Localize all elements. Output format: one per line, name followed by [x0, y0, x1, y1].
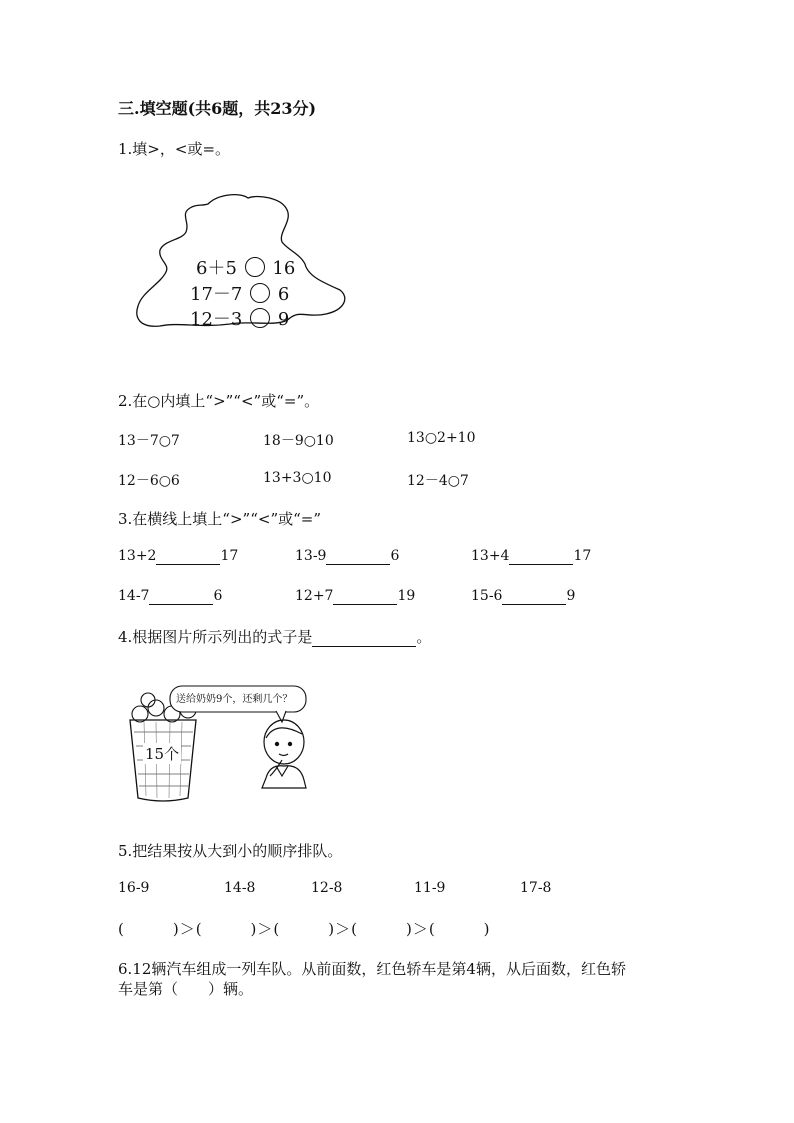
q3-left: 15-6: [471, 588, 503, 604]
q2-item[interactable]: 13+3○10: [263, 470, 332, 486]
speech-text: 送给奶奶9个，还剩几个？: [176, 694, 293, 705]
q3-right: 6: [390, 548, 400, 564]
q1-line-3-left: 12－3: [190, 309, 243, 330]
q1-circle-1[interactable]: [245, 257, 265, 277]
q1-circle-3[interactable]: [250, 308, 270, 328]
q5-item: 11-9: [414, 880, 446, 896]
q1-line-3: [190, 305, 289, 331]
q3-answer-blank[interactable]: [502, 588, 566, 605]
q1-line-2: [190, 280, 289, 306]
q3-right: 17: [220, 548, 239, 564]
q4-prompt-text: 4.根据图片所示列出的式子是: [118, 628, 313, 646]
q4-prompt: [118, 626, 431, 647]
q3-right: 17: [573, 548, 592, 564]
q5-prompt: 5.把结果按从大到小的顺序排队。: [118, 842, 343, 860]
q3-item: [295, 548, 399, 565]
q3-item: [471, 548, 591, 565]
q2-item[interactable]: 12－6○6: [118, 473, 180, 489]
q2-item[interactable]: 12－4○7: [407, 473, 469, 489]
q3-item: [118, 588, 222, 605]
girl-icon: [262, 720, 306, 788]
q6-line-1: 6.12辆汽车组成一列车队。从前面数，红色轿车是第4辆，从后面数，红色轿: [118, 960, 626, 978]
q1-line-1-right: 16: [272, 258, 296, 279]
q6-line-2: 车是第（ ）辆。: [118, 980, 254, 998]
q2-item[interactable]: 13○2+10: [407, 430, 476, 446]
q1-line-3-right: 9: [277, 309, 290, 330]
q3-answer-blank[interactable]: [156, 548, 220, 565]
q5-item: 14-8: [224, 880, 256, 896]
q1-circle-2[interactable]: [250, 283, 270, 303]
q1-line-1-left: 6＋5: [196, 258, 237, 279]
q3-left: 13+2: [118, 548, 157, 564]
q3-answer-blank[interactable]: [149, 588, 213, 605]
q3-left: 13-9: [295, 548, 327, 564]
q3-item: [118, 548, 238, 565]
q5-item: 12-8: [311, 880, 343, 896]
q3-item: [295, 588, 415, 605]
q3-left: 12+7: [295, 588, 334, 604]
q3-right: 19: [397, 588, 416, 604]
q1-line-2-right: 6: [277, 284, 290, 305]
q5-order-line[interactable]: ( )＞( )＞( )＞( )＞( ): [118, 920, 491, 938]
q2-item[interactable]: 18－9○10: [263, 433, 334, 449]
q2-item[interactable]: 13－7○7: [118, 433, 180, 449]
q1-line-2-left: 17－7: [190, 284, 243, 305]
q3-prompt: 3.在横线上填上“>”“<”或“=”: [118, 510, 322, 528]
q3-left: 14-7: [118, 588, 150, 604]
q4-answer-blank[interactable]: [312, 628, 416, 647]
q1-prompt: 1.填>，<或=。: [118, 140, 231, 158]
q2-prompt: 2.在○内填上“>”“<”或“=”。: [118, 392, 320, 410]
q5-item: 16-9: [118, 880, 150, 896]
q3-answer-blank[interactable]: [326, 548, 390, 565]
q1-line-1: [196, 254, 295, 280]
q3-item: [471, 588, 575, 605]
q3-right: 9: [566, 588, 576, 604]
basket-label: 15个: [145, 745, 180, 763]
q3-right: 6: [213, 588, 223, 604]
q3-answer-blank[interactable]: [333, 588, 397, 605]
q3-left: 13+4: [471, 548, 510, 564]
section-title: 三.填空题(共6题，共23分): [118, 99, 317, 118]
q3-answer-blank[interactable]: [509, 548, 573, 565]
q4-prompt-end: 。: [416, 628, 432, 646]
q5-item: 17-8: [520, 880, 552, 896]
